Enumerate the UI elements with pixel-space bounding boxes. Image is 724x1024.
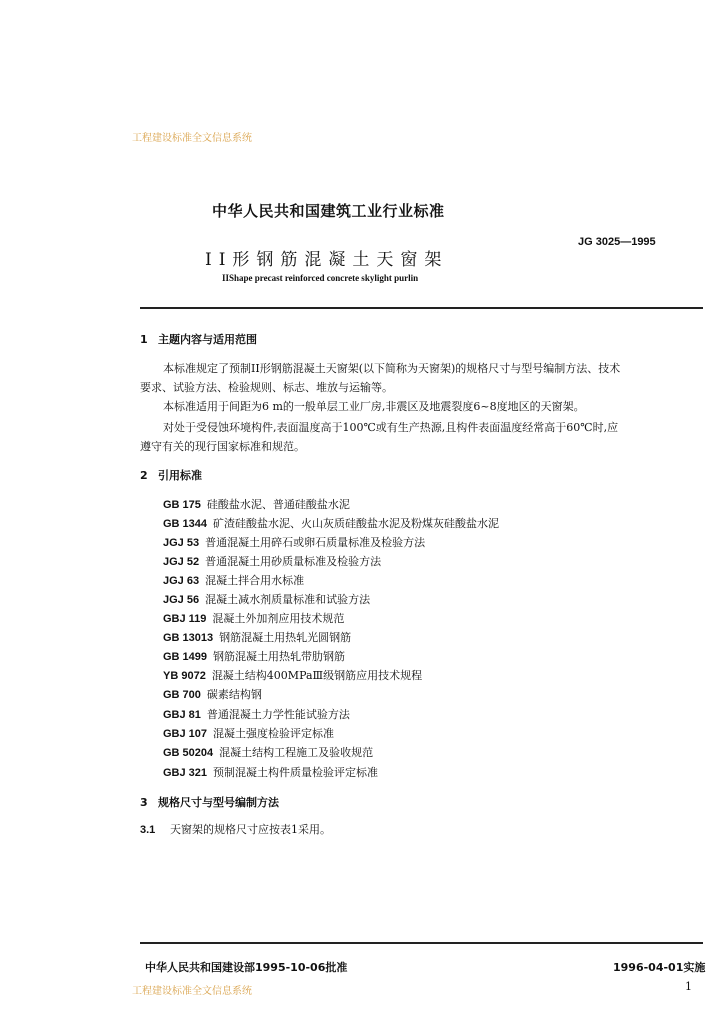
- reference-code: GB 700: [163, 689, 201, 701]
- section-title: 规格尺寸与型号编制方法: [158, 796, 279, 809]
- page-number: 1: [685, 980, 692, 993]
- section-1-paragraph-line: 遵守有关的现行国家标准和规范。: [140, 440, 305, 453]
- reference-item: [163, 591, 370, 607]
- reference-item: [163, 610, 344, 626]
- reference-desc: 混凝土拌合用水标准: [205, 574, 305, 587]
- section-1-paragraph-line: 本标准适用于间距为6 m的一般单层工业厂房,非震区及地震裂度6~8度地区的天窗架。: [163, 400, 585, 413]
- reference-item: [163, 686, 262, 702]
- reference-code: YB 9072: [163, 670, 206, 682]
- section-1-paragraph-line: 对处于受侵蚀环境构件,表面温度高于100℃或有生产热源,且构件表面温度经常高于60℃时,应: [163, 421, 619, 434]
- implementation-date: 1996-04-01实施: [613, 961, 706, 974]
- reference-code: JGJ 56: [163, 594, 200, 606]
- reference-item: [163, 725, 334, 741]
- reference-code: JGJ 53: [163, 537, 200, 549]
- reference-desc: 钢筋混凝土用热轧光圆钢筋: [219, 631, 352, 644]
- reference-code: GB 50204: [163, 747, 214, 759]
- reference-desc: 钢筋混凝土用热轧带肋钢筋: [213, 650, 346, 663]
- section-1-paragraph-line: 要求、试验方法、检验规则、标志、堆放与运输等。: [140, 381, 393, 394]
- reference-desc: 普通混凝土用砂质量标准及检验方法: [205, 555, 382, 568]
- section-title: 主题内容与适用范围: [158, 333, 257, 346]
- reference-item: [163, 496, 350, 512]
- section-1-paragraph-line: 本标准规定了预制II形钢筋混凝土天窗架(以下简称为天窗架)的规格尺寸与型号编制方法、技术: [163, 362, 621, 375]
- reference-code: GB 1344: [163, 518, 208, 530]
- reference-code: GBJ 119: [163, 613, 207, 625]
- reference-desc: 混凝土强度检验评定标准: [213, 727, 335, 740]
- reference-desc: 混凝土减水剂质量标准和试验方法: [205, 593, 371, 606]
- reference-code: GB 1499: [163, 651, 208, 663]
- reference-item: [163, 572, 304, 588]
- document-title-en: IIShape precast reinforced concrete skylight purlin: [222, 273, 419, 283]
- reference-desc: 普通混凝土力学性能试验方法: [206, 708, 350, 721]
- reference-code: GB 175: [163, 499, 201, 511]
- reference-desc: 矿渣硅酸盐水泥、火山灰质硅酸盐水泥及粉煤灰硅酸盐水泥: [213, 517, 500, 530]
- reference-code: GB 13013: [163, 632, 214, 644]
- section-3-heading: [140, 794, 279, 810]
- organization-heading: 中华人民共和国建筑工业行业标准: [212, 202, 445, 220]
- reference-code: GBJ 81: [163, 709, 201, 721]
- document-title-cn: II形钢筋混凝土天窗架: [205, 250, 449, 270]
- watermark-bottom: 工程建设标准全文信息系统: [132, 986, 252, 997]
- subsection-number: 3.1: [140, 824, 156, 836]
- reference-code: GBJ 107: [163, 728, 208, 740]
- reference-desc: 普通混凝土用碎石或卵石质量标准及检验方法: [205, 536, 426, 549]
- reference-code: JGJ 63: [163, 575, 200, 587]
- footer-divider: [140, 942, 703, 944]
- reference-desc: 碳素结构钢: [206, 688, 262, 701]
- section-number: 3: [140, 796, 148, 809]
- subsection-text: 天窗架的规格尺寸应按表1采用。: [170, 823, 331, 836]
- reference-item: [163, 515, 499, 531]
- reference-desc: 混凝土结构400MPaⅢ级钢筋应用技术规程: [211, 669, 423, 682]
- reference-item: [163, 744, 373, 760]
- reference-item: [163, 648, 345, 664]
- section-title: 引用标准: [158, 469, 202, 482]
- reference-desc: 硅酸盐水泥、普通硅酸盐水泥: [206, 498, 350, 511]
- reference-code: GBJ 321: [163, 767, 208, 779]
- standard-number: JG 3025—1995: [578, 236, 656, 248]
- section-number: 1: [140, 333, 148, 346]
- subsection-3-1: [140, 820, 331, 840]
- header-divider: [140, 307, 703, 309]
- reference-item: [163, 764, 378, 780]
- approval-note: 中华人民共和国建设部1995-10-06批准: [145, 961, 348, 974]
- reference-desc: 预制混凝土构件质量检验评定标准: [213, 766, 379, 779]
- reference-item: [163, 706, 350, 722]
- watermark-top: 工程建设标准全文信息系统: [132, 133, 252, 144]
- section-1-heading: [140, 331, 257, 347]
- section-2-heading: [140, 467, 202, 483]
- reference-desc: 混凝土外加剂应用技术规范: [212, 612, 345, 625]
- reference-item: [163, 629, 351, 645]
- reference-item: [163, 667, 422, 683]
- section-number: 2: [140, 469, 148, 482]
- reference-item: [163, 553, 381, 569]
- reference-item: [163, 534, 425, 550]
- reference-code: JGJ 52: [163, 556, 200, 568]
- reference-desc: 混凝土结构工程施工及验收规范: [219, 746, 374, 759]
